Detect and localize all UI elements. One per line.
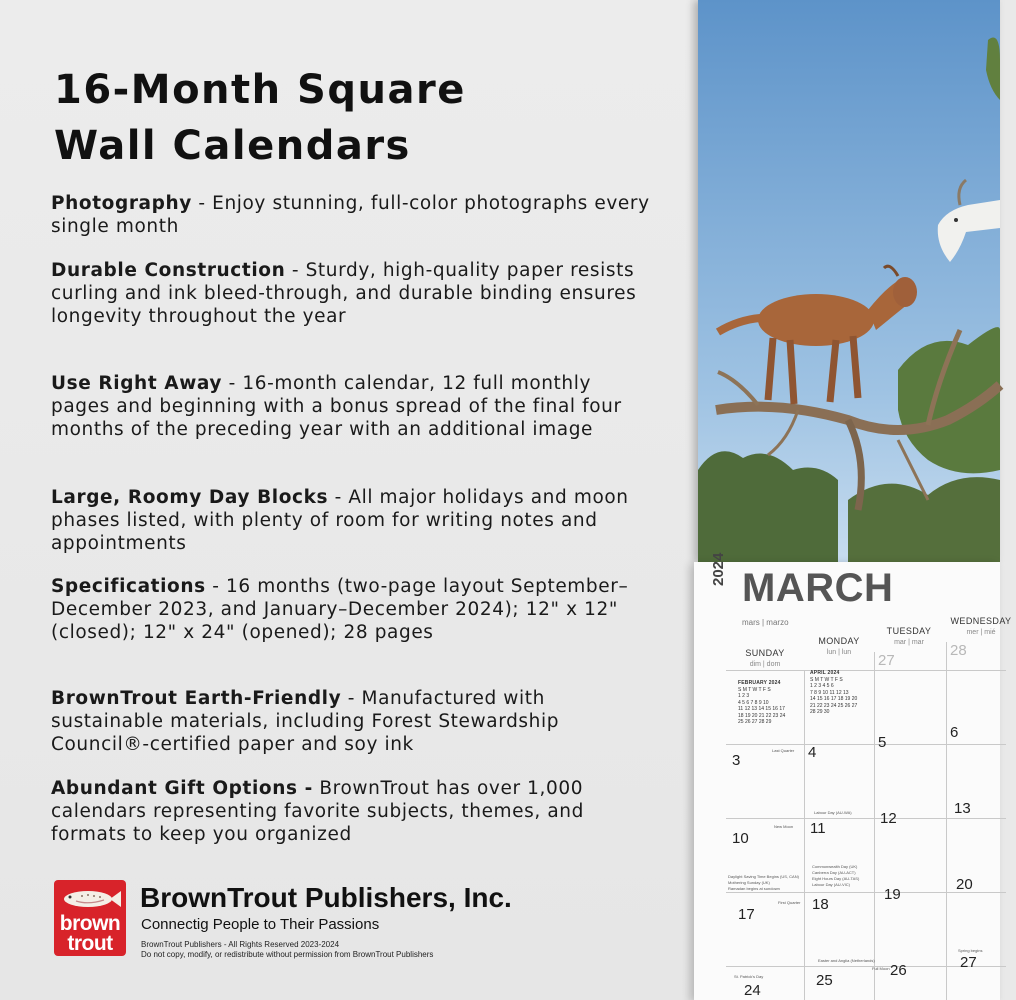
feature-text: - Manufactured with sustainable materials, including Forest Stewardship Council®-certified paper and soy ink: [51, 688, 560, 755]
grid-line: [726, 818, 1006, 819]
feature-text: - All major holidays and moon phases listed, with plenty of room for writing notes and appointments: [51, 487, 629, 554]
mini-week: 28 29 30: [810, 709, 830, 715]
holiday-note: Canberra Day (AU-ACT): [812, 870, 856, 875]
feature-text: - Sturdy, high-quality paper resists curling and ink bleed-through, and durable binding ensures longevity throughout the year: [51, 260, 637, 327]
weekday-name: WEDNESDAY: [950, 616, 1012, 626]
weekday-sub: mer | mié: [966, 629, 996, 636]
weekday-tuesday: [874, 626, 944, 648]
weekday-name: MONDAY: [818, 636, 860, 646]
day-number: 17: [738, 906, 755, 923]
feature-earth-friendly: [51, 687, 651, 756]
mini-week: 1 2 3: [738, 693, 750, 699]
mini-week: 7 8 9 10 11 12 13: [810, 689, 849, 696]
weekday-monday: [804, 636, 874, 658]
goats-photo: [698, 0, 1000, 562]
day-number: 18: [812, 896, 829, 913]
feature-durable-construction: [51, 259, 651, 328]
calendar-year: 2024: [710, 552, 727, 586]
mini-header: S M T W T F S: [738, 686, 771, 693]
feature-text: BrownTrout has over 1,000 calendars representing favorite subjects, themes, and formats to keep you organized: [51, 778, 584, 845]
company-name: BrownTrout Publishers, Inc.: [140, 882, 512, 913]
weekday-name: TUESDAY: [886, 626, 932, 636]
holiday-note: Easter and Anglia (Netherlands): [818, 958, 875, 963]
holiday-note: Spring begins: [958, 948, 983, 953]
day-number: 6: [950, 724, 959, 741]
day-number: 10: [732, 830, 749, 847]
weekday-name: SUNDAY: [745, 648, 785, 658]
mini-week: 14 15 16 17 18 19 20: [810, 696, 858, 702]
mini-week: 25 26 27 28 29: [738, 719, 772, 725]
calendar-month-sub: mars | marzo: [742, 618, 789, 627]
calendar-month: MARCH: [742, 566, 894, 610]
feature-heading: BrownTrout Earth-Friendly: [51, 688, 342, 709]
day-number: 26: [890, 962, 907, 979]
feature-heading: Photography: [51, 193, 192, 214]
mini-header: S M T W T F S: [810, 676, 843, 683]
holiday-note: Eight Hours Day (AU-TAS): [812, 876, 860, 881]
tagline: Connectig People to Their Passions: [141, 916, 380, 933]
moon-note: Last Quarter: [772, 748, 795, 753]
holiday-note: Labour Day (AU-VIC): [812, 882, 851, 887]
calendar-grid-page: [694, 552, 1012, 1000]
day-number: 3: [732, 752, 741, 769]
mini-title: APRIL 2024: [810, 670, 840, 676]
feature-text: - 16 months (two-page layout September–December 2023, and January–December 2024); 12" x 12" (closed); 12" x 24" (opened); 28 pages: [51, 576, 629, 643]
feature-heading: Abundant Gift Options -: [51, 778, 313, 799]
mini-week: 4 5 6 7 8 9 10: [738, 699, 769, 706]
day-number: 13: [954, 800, 971, 817]
day-number: 27: [878, 652, 895, 669]
day-number: 11: [810, 820, 826, 837]
page-title: [54, 62, 654, 174]
feature-heading: Large, Roomy Day Blocks: [51, 487, 329, 508]
logo-text-trout: trout: [67, 932, 113, 955]
day-number: 28: [950, 642, 967, 659]
holiday-note: Ramadan begins at sundown: [728, 886, 780, 891]
mini-week: 18 19 20 21 22 23 24: [738, 712, 786, 719]
feature-gift-options: [51, 777, 651, 846]
day-number: 5: [878, 734, 887, 751]
mini-calendar-april: [810, 670, 872, 716]
weekday-sunday: [726, 648, 804, 670]
copy-notice: Do not copy, modify, or redistribute without permission from BrownTrout Publishers: [141, 950, 434, 959]
calendar-photo: [698, 0, 1000, 562]
mini-week: 1 2 3 4 5 6: [810, 683, 834, 689]
feature-day-blocks: [51, 486, 651, 555]
feature-heading: Use Right Away: [51, 373, 223, 394]
title-line-1: 16-Month Square: [54, 67, 466, 113]
grid-line: [726, 744, 1006, 745]
day-number: 4: [808, 744, 817, 761]
day-number: 24: [744, 982, 761, 999]
feature-heading: Specifications: [51, 576, 206, 597]
day-number: 12: [880, 810, 897, 827]
mini-title: FEBRUARY 2024: [738, 680, 781, 686]
moon-note: First Quarter: [778, 900, 801, 905]
holiday-note: Mothering Sunday (UK): [728, 880, 770, 885]
logo-text-brown: brown: [59, 912, 121, 935]
holiday-note: St. Patrick's Day: [734, 974, 764, 979]
trout-icon: [58, 886, 122, 912]
mini-week: 21 22 23 24 25 26 27: [810, 702, 858, 709]
title-line-2: Wall Calendars: [54, 123, 411, 169]
browntrout-logo: [54, 880, 126, 956]
day-number: 27: [960, 954, 977, 971]
feature-use-right-away: [51, 372, 651, 441]
feature-heading: Durable Construction: [51, 260, 286, 281]
day-number: 19: [884, 886, 901, 903]
feature-text: - 16-month calendar, 12 full monthly pages and beginning with a bonus spread of the final four months of the preceding year with an additional image: [51, 373, 622, 440]
weekday-sub: lun | lun: [826, 649, 852, 656]
copyright-text: BrownTrout Publishers - All Rights Reserved 2023-2024: [141, 940, 340, 949]
mini-week: 11 12 13 14 15 16 17: [738, 706, 785, 712]
holiday-note: Commonwealth Day (UK): [812, 864, 858, 869]
grid-line: [874, 652, 875, 1000]
weekday-sub: mar | mar: [894, 639, 924, 646]
day-number: 20: [956, 876, 973, 893]
moon-note: New Moon: [774, 824, 794, 829]
holiday-note: Daylight Saving Time Begins (US, CAN): [728, 874, 799, 879]
day-number: 25: [816, 972, 833, 989]
holiday-note: Labour Day (AU-WA): [814, 810, 852, 815]
grid-line: [804, 670, 805, 1000]
mini-calendar-february: [738, 680, 802, 726]
feature-text: - Enjoy stunning, full-color photographs every single month: [51, 193, 650, 237]
feature-specifications: [51, 575, 651, 644]
moon-note: Full Moon: [872, 966, 890, 971]
feature-photography: [51, 192, 651, 238]
grid-line: [946, 642, 947, 1000]
weekday-sub: dim | dom: [749, 661, 781, 668]
weekday-wednesday: [946, 616, 1016, 638]
